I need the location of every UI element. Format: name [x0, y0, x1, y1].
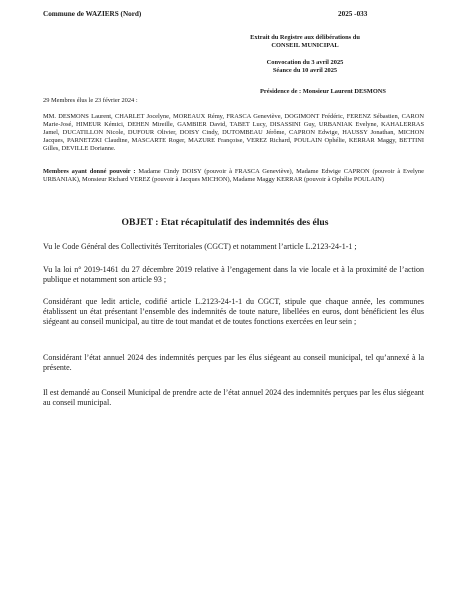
extract-heading — [230, 34, 380, 50]
proxies-paragraph — [43, 168, 424, 184]
convocation-date: Convocation du 3 avril 2025 — [266, 59, 344, 66]
paragraph-vu-loi: Vu la loi n° 2019-1461 du 27 décembre 2019 relative à l’engagement dans la vie locale et à la proximité de l’action publique et notamment son article 93 ; — [43, 265, 424, 284]
paragraph-considerant-article: Considérant que ledit article, codifié article L.2123-24-1-1 du CGCT, stipule que chaque année, les communes établissent un état présentant l’ensemble des indemnités de toute nature, libellées en euros, dont bénéficient les élus siégeant au conseil municipal, au titre de tout mandat et de toutes fonctions exercées en leur sein ; — [43, 297, 424, 326]
presidence-line: Présidence de : Monsieur Laurent DESMONS — [260, 88, 386, 95]
proxies-text: Madame Cindy DOISY (pouvoir à FRASCA Geneviève), Madame Edwige CAPRON (pouvoir à Evelyne URBANIAK), Monsieur Richard VEREZ (pouvoir à Jacques MICHON), Madame Maggy KERRAR (pouvoir à Ophélie POULAIN) — [43, 168, 424, 183]
commune-header: Commune de WAZIERS (Nord) — [43, 10, 142, 18]
paragraph-vu-cgct: Vu le Code Général des Collectivités Territoriales (CGCT) et notamment l’article L.2123-24-1-1 ; — [43, 242, 357, 251]
members-count: 29 Membres élus le 23 février 2024 : — [43, 97, 138, 104]
members-list: MM. DESMONS Laurent, CHARLET Jocelyne, MOREAUX Rémy, FRASCA Geneviève, DOGIMONT Frédéric, FERENZ Sébastien, CARON Marie-José, HIMEUR Kémici, DEHEN Mireille, GAMBIER David, TABET Lucy, DISASSINI Guy, URBANIAK Evelyne, KAHALERRAS Jamel, DUCATILLON Nicole, DUFOUR Olivier, DOISY Cindy, DUTOMBEAU Jérôme, CAPRON Edwige, HAUSSY Jonathan, MICHON Jacques, PARNETZKI Claudine, MASCARTE Roger, MAZURE Françoise, VEREZ Richard, POULAIN Ophélie, KERRAR Maggy, BETTINI Gilles, DEVILLE Dorianne. — [43, 113, 424, 152]
extract-line-2: CONSEIL MUNICIPAL — [271, 42, 339, 49]
convocation-block — [230, 59, 380, 75]
proxies-label: Membres ayant donné pouvoir : — [43, 168, 136, 175]
objet-title: OBJET : Etat récapitulatif des indemnités des élus — [121, 217, 329, 228]
extract-line-1: Extrait du Registre aux délibérations du — [250, 34, 360, 41]
deliberation-reference: 2025 -033 — [338, 10, 368, 18]
paragraph-demande: Il est demandé au Conseil Municipal de prendre acte de l’état annuel 2024 des indemnités perçues par les élus siégeant au conseil municipal. — [43, 388, 424, 407]
session-date: Séance du 10 avril 2025 — [272, 67, 338, 74]
paragraph-considerant-etat: Considérant l’état annuel 2024 des indemnités perçues par les élus siégeant au conseil municipal, tel qu’annexé à la présente. — [43, 353, 424, 372]
